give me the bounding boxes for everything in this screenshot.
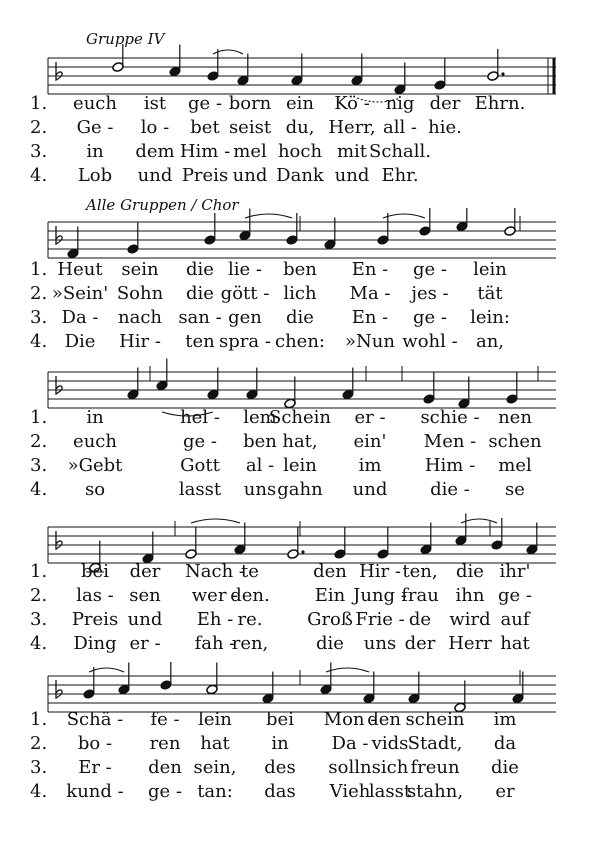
lyric-syllable: Da - — [61, 307, 99, 328]
lyric-syllable: Herr, — [328, 117, 376, 138]
lyric-syllable: Him - — [179, 141, 231, 162]
flat-key-signature — [56, 531, 62, 549]
verse-line — [0, 732, 600, 756]
flat-key-signature — [56, 62, 62, 80]
lyric-syllable: stahn, — [406, 781, 464, 802]
lyric-syllable: und — [352, 479, 388, 500]
verse-number: 2. — [30, 431, 48, 452]
verse-line — [0, 430, 600, 454]
lyric-syllable: nig — [385, 93, 415, 114]
lyric-syllable: der — [129, 561, 161, 582]
lyric-syllable: hie. — [428, 117, 462, 138]
lyric-syllable: Men - — [423, 431, 477, 452]
lyric-syllable: ge - — [413, 259, 447, 280]
verse-line — [0, 92, 600, 116]
verse-line — [0, 406, 600, 430]
lyric-syllable: hel - — [180, 407, 220, 428]
lyric-syllable: ge - — [188, 93, 222, 114]
lyric-syllable: die — [491, 757, 519, 778]
verse-line — [0, 454, 600, 478]
lyric-syllable: ein — [285, 93, 315, 114]
lyric-syllable: ihr' — [499, 561, 531, 582]
lyric-syllable: ist — [143, 93, 167, 114]
verse-number: 2. — [30, 283, 48, 304]
lyric-syllable: schein — [405, 709, 465, 730]
verse-number: 2. — [30, 733, 48, 754]
lyric-syllable: solln — [328, 757, 372, 778]
lyric-syllable: er - — [129, 633, 161, 654]
lyric-syllable: euch — [73, 431, 117, 452]
verse-number: 2. — [30, 585, 48, 606]
lyric-syllable: Ehr. — [381, 165, 419, 186]
lyric-syllable: lem — [243, 407, 277, 428]
lyric-syllable: Preis — [71, 609, 119, 630]
lyric-syllable: das — [264, 781, 296, 802]
lyric-syllable: spra - — [219, 331, 271, 352]
lyric-syllable: in — [86, 141, 104, 162]
lyric-syllable: all - — [382, 117, 418, 138]
lyric-syllable: kund - — [66, 781, 124, 802]
verse-number: 2. — [30, 117, 48, 138]
lyric-syllable: ge - — [413, 307, 447, 328]
lyric-syllable: Eh - — [196, 609, 234, 630]
lyric-syllable: »Gebt — [67, 455, 123, 476]
lyric-syllable: Herr — [448, 633, 492, 654]
lyric-syllable: hat — [500, 633, 530, 654]
lyric-syllable: auf — [500, 609, 530, 630]
verse-line — [0, 632, 600, 656]
lyric-syllable: nen — [498, 407, 532, 428]
lyric-syllable: lein — [198, 709, 232, 730]
lyric-syllable: las - — [76, 585, 114, 606]
lyric-syllable: Hir - — [359, 561, 401, 582]
lyric-syllable: Die — [64, 331, 96, 352]
lyric-syllable: En - — [351, 259, 389, 280]
lyric-syllable: se — [505, 479, 525, 500]
lyric-syllable: Nach - — [185, 561, 245, 582]
verse-number: 4. — [30, 331, 48, 352]
lyric-syllable: hat, — [282, 431, 318, 452]
verse-number: 1. — [30, 93, 48, 114]
lyric-syllable: ge - — [148, 781, 182, 802]
verse-number: 4. — [30, 479, 48, 500]
lyric-syllable: re. — [237, 609, 263, 630]
verse-line — [0, 258, 600, 282]
lyric-syllable: lein — [283, 455, 317, 476]
lyric-syllable: und — [137, 165, 173, 186]
lyric-syllable: wohl - — [402, 331, 458, 352]
lyric-syllable: Lob — [77, 165, 113, 186]
verse-line — [0, 584, 600, 608]
lyric-syllable: schie - — [420, 407, 480, 428]
verse-line — [0, 478, 600, 502]
lyric-syllable: frau — [401, 585, 439, 606]
lyric-syllable: Sohn — [116, 283, 164, 304]
lyric-syllable: Er - — [78, 757, 112, 778]
verse-number: 1. — [30, 259, 48, 280]
lyric-syllable: gahn — [277, 479, 323, 500]
lyric-syllable: ren, — [231, 633, 269, 654]
lyric-syllable: vids — [371, 733, 409, 754]
lyric-syllable: lasst — [178, 479, 222, 500]
lyric-syllable: Ehrn. — [474, 93, 526, 114]
verse-line — [0, 780, 600, 804]
lyric-syllable: er - — [354, 407, 386, 428]
lyric-syllable: die - — [430, 479, 470, 500]
lyric-syllable: mel — [498, 455, 532, 476]
lyric-syllable: Schall. — [369, 141, 431, 162]
lyric-syllable: und — [334, 165, 370, 186]
lyric-syllable: Hir - — [119, 331, 161, 352]
lyric-syllable: und — [127, 609, 163, 630]
lyric-syllable: »Nun — [345, 331, 395, 352]
lyric-syllable: En - — [351, 307, 389, 328]
verse-number: 1. — [30, 709, 48, 730]
lyric-syllable: da — [493, 733, 517, 754]
lyric-syllable: Da - — [331, 733, 369, 754]
lyric-syllable: der — [429, 93, 461, 114]
lyric-syllable: schen — [488, 431, 542, 452]
augmentation-dot — [301, 550, 304, 553]
lyric-syllable: hoch — [277, 141, 323, 162]
lyric-syllable: freun — [410, 757, 460, 778]
lyric-syllable: lasst — [368, 781, 412, 802]
lyric-syllable: lein: — [470, 307, 510, 328]
lyric-syllable: Ge - — [76, 117, 114, 138]
verse-number: 3. — [30, 609, 48, 630]
lyric-syllable: den — [148, 757, 182, 778]
lyric-syllable: Gott — [180, 455, 220, 476]
verse-number: 1. — [30, 407, 48, 428]
lyric-syllable: mit — [336, 141, 368, 162]
verse-line — [0, 756, 600, 780]
lyric-syllable: dem — [135, 141, 175, 162]
lyric-syllable: uns — [243, 479, 277, 500]
verse-number: 3. — [30, 141, 48, 162]
lyric-syllable: den — [313, 561, 347, 582]
lyric-syllable: die — [286, 307, 314, 328]
lyric-syllable: den. — [230, 585, 270, 606]
verse-number: 4. — [30, 165, 48, 186]
lyric-syllable: an, — [475, 331, 505, 352]
lyric-syllable: er — [495, 781, 515, 802]
lyric-syllable: so — [84, 479, 106, 500]
verse-number: 3. — [30, 455, 48, 476]
lyric-syllable: Jung - — [353, 585, 407, 606]
lyric-syllable: sen — [129, 585, 161, 606]
verse-line — [0, 330, 600, 354]
lyric-syllable: ge - — [498, 585, 532, 606]
lyric-syllable: in — [271, 733, 289, 754]
verse-line — [0, 282, 600, 306]
lyric-syllable: Schein — [268, 407, 332, 428]
lyric-syllable: die — [316, 633, 344, 654]
lyric-syllable: nach — [118, 307, 162, 328]
verse-line — [0, 608, 600, 632]
lyric-syllable: im — [358, 455, 382, 476]
lyric-syllable: Ein — [314, 585, 346, 606]
lyric-syllable: Kö - — [334, 93, 370, 114]
lyric-syllable: hat — [200, 733, 230, 754]
lyric-syllable: born — [228, 93, 272, 114]
lyric-syllable: fe - — [150, 709, 180, 730]
lyric-syllable: Preis — [181, 165, 229, 186]
lyric-syllable: tan: — [197, 781, 233, 802]
lyric-syllable: ihn — [455, 585, 485, 606]
lyric-syllable: im — [493, 709, 517, 730]
verse-number: 1. — [30, 561, 48, 582]
lyric-syllable: bet — [190, 117, 220, 138]
flat-key-signature — [56, 680, 62, 698]
lyric-syllable: ten — [185, 331, 215, 352]
lyric-syllable: Mon - — [323, 709, 377, 730]
lyric-syllable: gött - — [220, 283, 270, 304]
lyric-syllable: des — [264, 757, 296, 778]
lyric-syllable: tät — [477, 283, 503, 304]
lyric-syllable: lich — [283, 283, 317, 304]
lyric-syllable: bei — [81, 561, 109, 582]
verse-line — [0, 306, 600, 330]
lyric-syllable: sein, — [193, 757, 237, 778]
verse-line — [0, 140, 600, 164]
lyric-syllable: euch — [73, 93, 117, 114]
verse-number: 4. — [30, 633, 48, 654]
flat-key-signature — [56, 376, 62, 394]
lyric-syllable: den - — [367, 709, 413, 730]
lyric-syllable: lein — [473, 259, 507, 280]
augmentation-dot — [501, 72, 504, 75]
lyric-syllable: Groß — [307, 609, 353, 630]
slur — [191, 519, 240, 523]
lyric-syllable: Heut — [57, 259, 103, 280]
lyric-syllable: sich — [371, 757, 409, 778]
lyric-syllable: bo - — [77, 733, 113, 754]
lyric-syllable: wird — [449, 609, 491, 630]
lyric-syllable: Ma - — [349, 283, 391, 304]
lyric-syllable: ge - — [183, 431, 217, 452]
verse-number: 3. — [30, 757, 48, 778]
lyric-syllable: die — [456, 561, 484, 582]
verse-line — [0, 164, 600, 188]
slur — [326, 668, 369, 672]
lyric-syllable: san - — [178, 307, 222, 328]
lyric-syllable: te — [241, 561, 259, 582]
slur — [383, 214, 425, 218]
lyric-syllable: wer - — [191, 585, 239, 606]
lyric-syllable: die — [186, 259, 214, 280]
flat-key-signature — [56, 226, 62, 244]
verse-number: 3. — [30, 307, 48, 328]
lyric-syllable: ren — [149, 733, 181, 754]
group-heading: Gruppe IV — [86, 30, 165, 48]
lyric-syllable: du, — [285, 117, 315, 138]
lyric-syllable: mel — [233, 141, 267, 162]
lyric-syllable: jes - — [411, 283, 449, 304]
lyric-syllable: Schä - — [66, 709, 124, 730]
verse-number: 4. — [30, 781, 48, 802]
lyric-syllable: sein — [121, 259, 159, 280]
lyric-syllable: ein' — [353, 431, 387, 452]
lyric-syllable: ten, — [402, 561, 438, 582]
lyric-syllable: ben — [243, 431, 277, 452]
lyric-syllable: chen: — [275, 331, 325, 352]
lyric-syllable: al - — [245, 455, 275, 476]
lyric-syllable: Dank — [276, 165, 324, 186]
lyric-syllable: ben — [283, 259, 317, 280]
lyric-syllable: Vieh — [329, 781, 371, 802]
lyric-syllable: gen — [228, 307, 262, 328]
verse-line — [0, 708, 600, 732]
lyric-syllable: bei — [266, 709, 294, 730]
lyric-syllable: die — [186, 283, 214, 304]
slur — [245, 214, 292, 218]
lyric-syllable: lie - — [228, 259, 262, 280]
lyric-syllable: »Sein' — [51, 283, 109, 304]
lyric-syllable: fah - — [194, 633, 236, 654]
verse-line — [0, 560, 600, 584]
lyric-syllable: de — [408, 609, 432, 630]
group-heading: Alle Gruppen / Chor — [86, 196, 239, 214]
verse-line — [0, 116, 600, 140]
lyric-syllable: und — [232, 165, 268, 186]
lyric-syllable: der — [404, 633, 436, 654]
lyric-syllable: seist — [228, 117, 272, 138]
lyric-syllable: uns — [363, 633, 397, 654]
lyric-syllable: in — [86, 407, 104, 428]
lyric-syllable: Him - — [424, 455, 476, 476]
lyric-syllable: lo - — [140, 117, 170, 138]
lyric-syllable: Ding — [73, 633, 117, 654]
lyric-syllable: Frie - — [355, 609, 405, 630]
lyric-syllable: Stadt, — [407, 733, 463, 754]
